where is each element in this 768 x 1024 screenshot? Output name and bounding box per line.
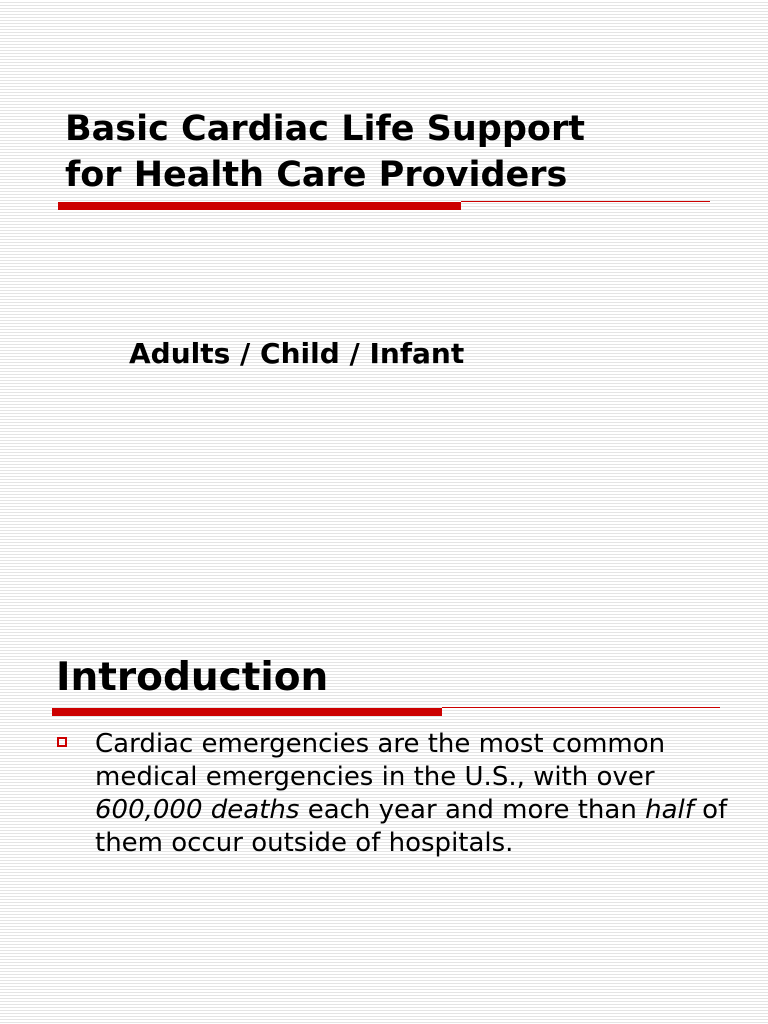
slide-title-line-1: Basic Cardiac Life Support <box>65 109 585 149</box>
bullet-text-part: Cardiac emergencies are the most common medical emergencies in the U.S., with over <box>95 729 666 792</box>
bullet-text-part: each year and more than <box>299 795 646 825</box>
bullet-list <box>56 728 736 860</box>
section-underline-thin <box>442 707 720 708</box>
hollow-square-icon <box>57 737 67 747</box>
section-underline-thick <box>52 708 442 716</box>
section-title: Introduction <box>56 655 329 700</box>
slide-title <box>65 106 725 198</box>
slide-title-line-2: for Health Care Providers <box>65 155 568 195</box>
bullet-item <box>56 728 736 860</box>
introduction-slide <box>0 640 768 1024</box>
bullet-emphasis-deaths: 600,000 deaths <box>95 795 300 825</box>
bullet-emphasis-half: half <box>645 795 694 825</box>
slide-subtitle: Adults / Child / Infant <box>129 337 465 370</box>
title-underline-thick <box>58 202 461 210</box>
title-underline-thin <box>461 201 710 202</box>
bullet-text <box>95 729 727 858</box>
bullet-text-part: of them occur outside of hospitals. <box>95 795 728 858</box>
